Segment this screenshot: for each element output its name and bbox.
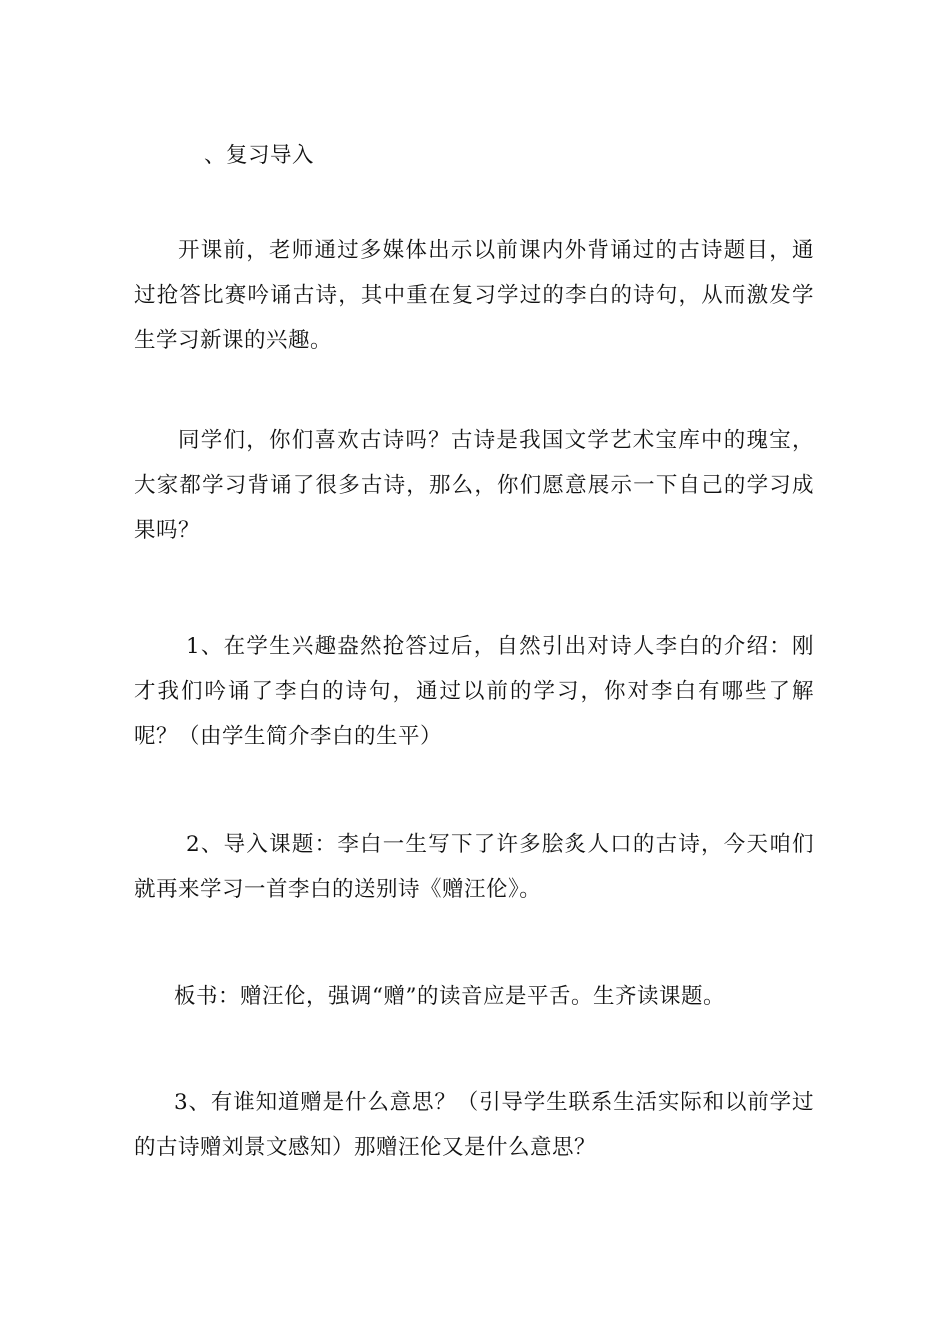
paragraph-intro: 开课前，老师通过多媒体出示以前课内外背诵过的古诗题目，通过抢答比赛吟诵古诗，其中重在复习学过的李白的诗句，从而激发学生学习新课的兴趣。 (134, 238, 814, 353)
paragraph-board-writing: 板书：赠汪伦，强调“赠”的读音应是平舌。生齐读课题。 (174, 984, 725, 1009)
paragraph-step-1: 1、在学生兴趣盎然抢答过后，自然引出对诗人李白的介绍：刚才我们吟诵了李白的诗句，通过以前的学习，你对李白有哪些了解呢？（由学生简介李白的生平） (134, 634, 814, 749)
section-heading: 、复习导入 (204, 143, 315, 168)
paragraph-question: 同学们，你们喜欢古诗吗？古诗是我国文学艺术宝库中的瑰宝，大家都学习背诵了很多古诗，那么，你们愿意展示一下自己的学习成果吗？ (134, 428, 814, 543)
paragraph-step-2: 2、导入课题：李白一生写下了许多脍炙人口的古诗，今天咱们就再来学习一首李白的送别诗《赠汪伦》。 (134, 832, 814, 902)
paragraph-step-3: 3、有谁知道赠是什么意思？（引导学生联系生活实际和以前学过的古诗赠刘景文感知）那赠汪伦又是什么意思？ (134, 1090, 814, 1160)
